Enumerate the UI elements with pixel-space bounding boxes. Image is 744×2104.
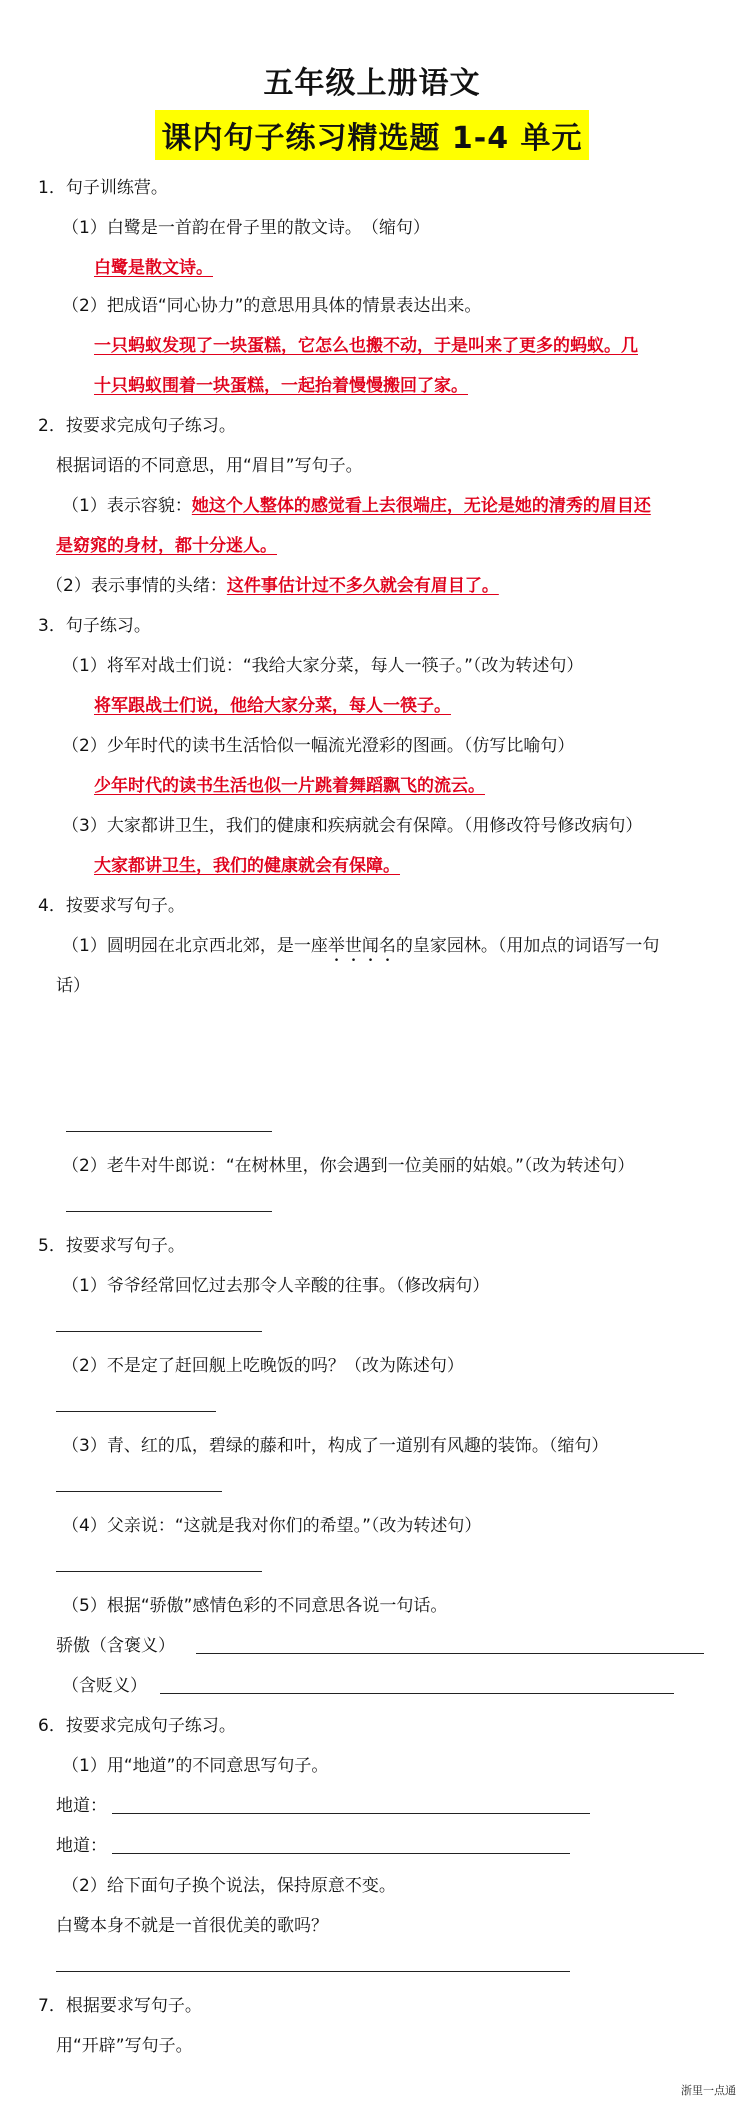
q4-prompt-1 xyxy=(62,934,659,966)
q5-answer-1-blank[interactable] xyxy=(56,1331,262,1332)
q5-answer-2-blank[interactable] xyxy=(56,1411,216,1412)
q4-answer-2-blank[interactable] xyxy=(66,1211,272,1212)
q4-dotted-word: 举世闻名 xyxy=(327,936,396,956)
q6-prompt-1: （1）用“地道”的不同意思写句子。 xyxy=(62,1756,329,1776)
q4-answer-1-blank[interactable] xyxy=(66,1131,272,1132)
q2-answer-1-line2: 是窈窕的身材，都十分迷人。 xyxy=(56,536,277,556)
q5-prompt-2: （2）不是定了赶回舰上吃晚饭的吗？（改为陈述句） xyxy=(62,1356,464,1376)
q4-prompt-1-pre: （1）圆明园在北京西北郊，是一座 xyxy=(62,936,328,956)
q3-answer-1: 将军跟战士们说，他给大家分菜，每人一筷子。 xyxy=(94,696,451,716)
q4-prompt-2: （2）老牛对牛郎说：“在树林里，你会遇到一位美丽的姑娘。”（改为转述句） xyxy=(62,1156,635,1176)
q6-prompt-2: （2）给下面句子换个说法，保持原意不变。 xyxy=(62,1876,396,1896)
q5-answer-4-blank[interactable] xyxy=(56,1571,262,1572)
q7-prompt-1: 用“开辟”写句子。 xyxy=(56,2036,193,2056)
q1-prompt-1: （1）白鹭是一首韵在骨子里的散文诗。 （缩句） xyxy=(62,218,430,238)
q2-prompt-1: （1）表示容貌： xyxy=(62,496,192,516)
q3-prompt-3: （3）大家都讲卫生，我们的健康和疾病就会有保障。（用修改符号修改病句） xyxy=(62,816,643,836)
q6-sentence: 白鹭本身不就是一首很优美的歌吗？ xyxy=(56,1916,328,1936)
q3-prompt-1: （1）将军对战士们说：“我给大家分菜，每人一筷子。”（改为转述句） xyxy=(62,656,584,676)
q2-heading: 2．按要求完成句子练习。 xyxy=(38,416,236,436)
q5-label-derog: （含贬义） xyxy=(62,1676,147,1696)
q4-prompt-1-cont: 话） xyxy=(56,976,90,996)
q1-answer-2-line2: 十只蚂蚁围着一块蛋糕，一起抬着慢慢搬回了家。 xyxy=(94,376,468,396)
q5-heading: 5．按要求写句子。 xyxy=(38,1236,185,1256)
q6-answer-3-blank[interactable] xyxy=(56,1971,570,1972)
q5-prompt-5: （5）根据“骄傲”感情色彩的不同意思各说一句话。 xyxy=(62,1596,448,1616)
q5-praise-blank[interactable] xyxy=(196,1653,704,1654)
q1-answer-2-line1: 一只蚂蚁发现了一块蛋糕，它怎么也搬不动，于是叫来了更多的蚂蚁。几 xyxy=(94,336,638,356)
q6-label-1: 地道： xyxy=(56,1796,107,1816)
q6-answer-1-blank[interactable] xyxy=(112,1813,590,1814)
q1-prompt-2: （2）把成语“同心协力”的意思用具体的情景表达出来。 xyxy=(62,296,482,316)
q4-prompt-1-post: 的皇家园林。（用加点的词语写一句 xyxy=(395,936,660,956)
page-subtitle: 课内句子练习精选题 1-4 单元 xyxy=(155,110,588,160)
q2-answer-1-line1: 她这个人整体的感觉看上去很端庄，无论是她的清秀的眉目还 xyxy=(191,496,651,516)
q5-prompt-1: （1）爷爷经常回忆过去那令人辛酸的往事。（修改病句） xyxy=(62,1276,490,1296)
q5-prompt-4: （4）父亲说：“这就是我对你们的希望。”（改为转述句） xyxy=(62,1516,482,1536)
q5-prompt-3: （3）青、红的瓜，碧绿的藤和叶，构成了一道别有风趣的装饰。（缩句） xyxy=(62,1436,609,1456)
q6-label-2: 地道： xyxy=(56,1836,107,1856)
q2-prompt-2-line xyxy=(46,574,499,598)
q4-heading: 4．按要求写句子。 xyxy=(38,896,185,916)
q5-derog-blank[interactable] xyxy=(160,1693,674,1694)
q2-intro: 根据词语的不同意思，用“眉目”写句子。 xyxy=(56,456,363,476)
q6-heading: 6．按要求完成句子练习。 xyxy=(38,1716,236,1736)
q6-answer-2-blank[interactable] xyxy=(112,1853,570,1854)
q3-answer-2: 少年时代的读书生活也似一片跳着舞蹈飘飞的流云。 xyxy=(94,776,485,796)
q3-answer-3: 大家都讲卫生，我们的健康就会有保障。 xyxy=(94,856,400,876)
q1-heading: 1．句子训练营。 xyxy=(38,178,168,198)
q1-answer-1: 白鹭是散文诗。 xyxy=(94,258,213,278)
q2-prompt-1-line xyxy=(62,494,651,518)
q7-heading: 7．根据要求写句子。 xyxy=(38,1996,202,2016)
footer-watermark: 浙里一点通 xyxy=(681,2084,736,2097)
q5-label-praise: 骄傲（含褒义） xyxy=(56,1636,175,1656)
q3-prompt-2: （2）少年时代的读书生活恰似一幅流光澄彩的图画。（仿写比喻句） xyxy=(62,736,575,756)
q2-prompt-2: （2）表示事情的头绪： xyxy=(46,576,227,596)
q2-answer-2: 这件事估计过不多久就会有眉目了。 xyxy=(226,576,499,596)
q3-heading: 3．句子练习。 xyxy=(38,616,151,636)
page-title: 五年级上册语文 xyxy=(263,66,481,101)
q5-answer-3-blank[interactable] xyxy=(56,1491,222,1492)
subtitle-wrapper xyxy=(0,110,744,160)
